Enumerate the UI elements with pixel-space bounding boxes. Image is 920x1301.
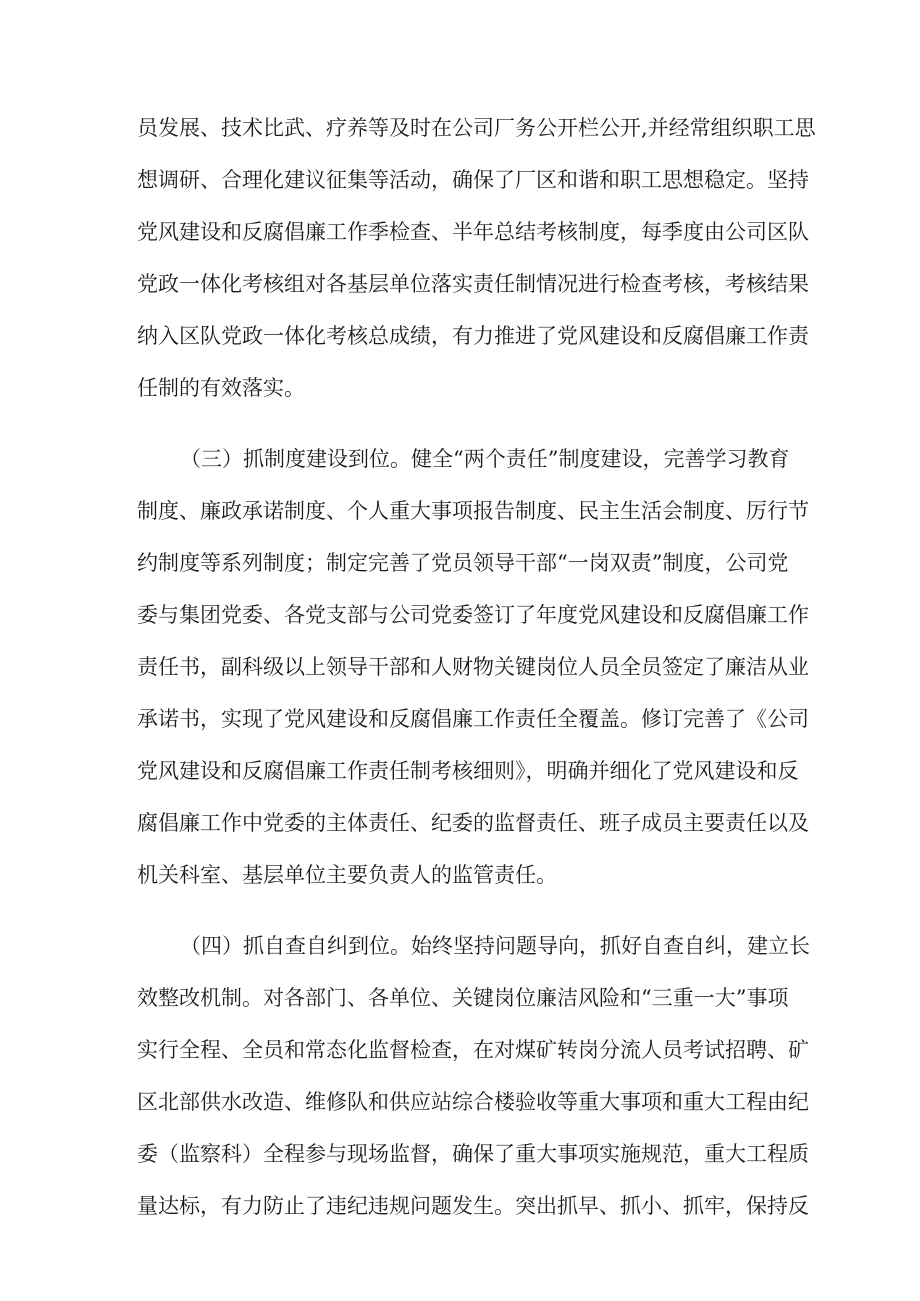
paragraph-2-line-7: 党风建设和反腐倡廉工作责任制考核细则》，明确并细化了党风建设和反	[137, 759, 799, 783]
paragraph-3-line-3: 实行全程、全员和常态化监督检查，在对煤矿转岗分流人员考试招聘、矿	[137, 1038, 809, 1062]
paragraph-1-line-4: 党政一体化考核组对各基层单位落实责任制情况进行检查考核，考核结果	[137, 272, 809, 296]
paragraph-2-line-2: 制度、廉政承诺制度、个人重大事项报告制度、民主生活会制度、厉行节	[137, 499, 809, 523]
paragraph-1-line-6: 任制的有效落实。	[137, 376, 305, 400]
paragraph-1-line-3: 党风建设和反腐倡廉工作季检查、半年总结考核制度，每季度由公司区队	[137, 220, 809, 244]
paragraph-1-line-2: 想调研、合理化建议征集等活动，确保了厂区和谐和职工思想稳定。坚持	[137, 168, 809, 192]
paragraph-3-line-6: 量达标，有力防止了违纪违规问题发生。突出抓早、抓小、抓牢，保持反	[137, 1194, 809, 1218]
paragraph-1-line-1: 员发展、技术比武、疗养等及时在公司厂务公开栏公开,并经常组织职工思	[137, 116, 816, 140]
paragraph-2-line-3: 约制度等系列制度；制定完善了党员领导干部“一岗双责”制度，公司党	[137, 551, 789, 575]
paragraph-3-line-5: 委（监察科）全程参与现场监督，确保了重大事项实施规范，重大工程质	[137, 1142, 809, 1166]
paragraph-2-line-8: 腐倡廉工作中党委的主体责任、纪委的监督责任、班子成员主要责任以及	[137, 811, 809, 835]
paragraph-2-line-1: （三）抓制度建设到位。健全“两个责任”制度建设，完善学习教育	[180, 447, 790, 471]
paragraph-2-line-4: 委与集团党委、各党支部与公司党委签订了年度党风建设和反腐倡廉工作	[137, 603, 809, 627]
paragraph-3-line-4: 区北部供水改造、维修队和供应站综合楼验收等重大事项和重大工程由纪	[137, 1090, 809, 1114]
paragraph-1-line-5: 纳入区队党政一体化考核总成绩，有力推进了党风建设和反腐倡廉工作责	[137, 324, 809, 348]
paragraph-2-line-6: 承诺书，实现了党风建设和反腐倡廉工作责任全覆盖。修订完善了《公司	[137, 707, 809, 731]
paragraph-2-line-5: 责任书，副科级以上领导干部和人财物关键岗位人员全员签定了廉洁从业	[137, 655, 809, 679]
paragraph-2-line-9: 机关科室、基层单位主要负责人的监管责任。	[137, 863, 557, 887]
paragraph-3-line-1: （四）抓自查自纠到位。始终坚持问题导向，抓好自查自纠，建立长	[180, 934, 810, 958]
paragraph-3-line-2: 效整改机制。对各部门、各单位、关键岗位廉洁风险和“三重一大”事项	[137, 986, 789, 1010]
